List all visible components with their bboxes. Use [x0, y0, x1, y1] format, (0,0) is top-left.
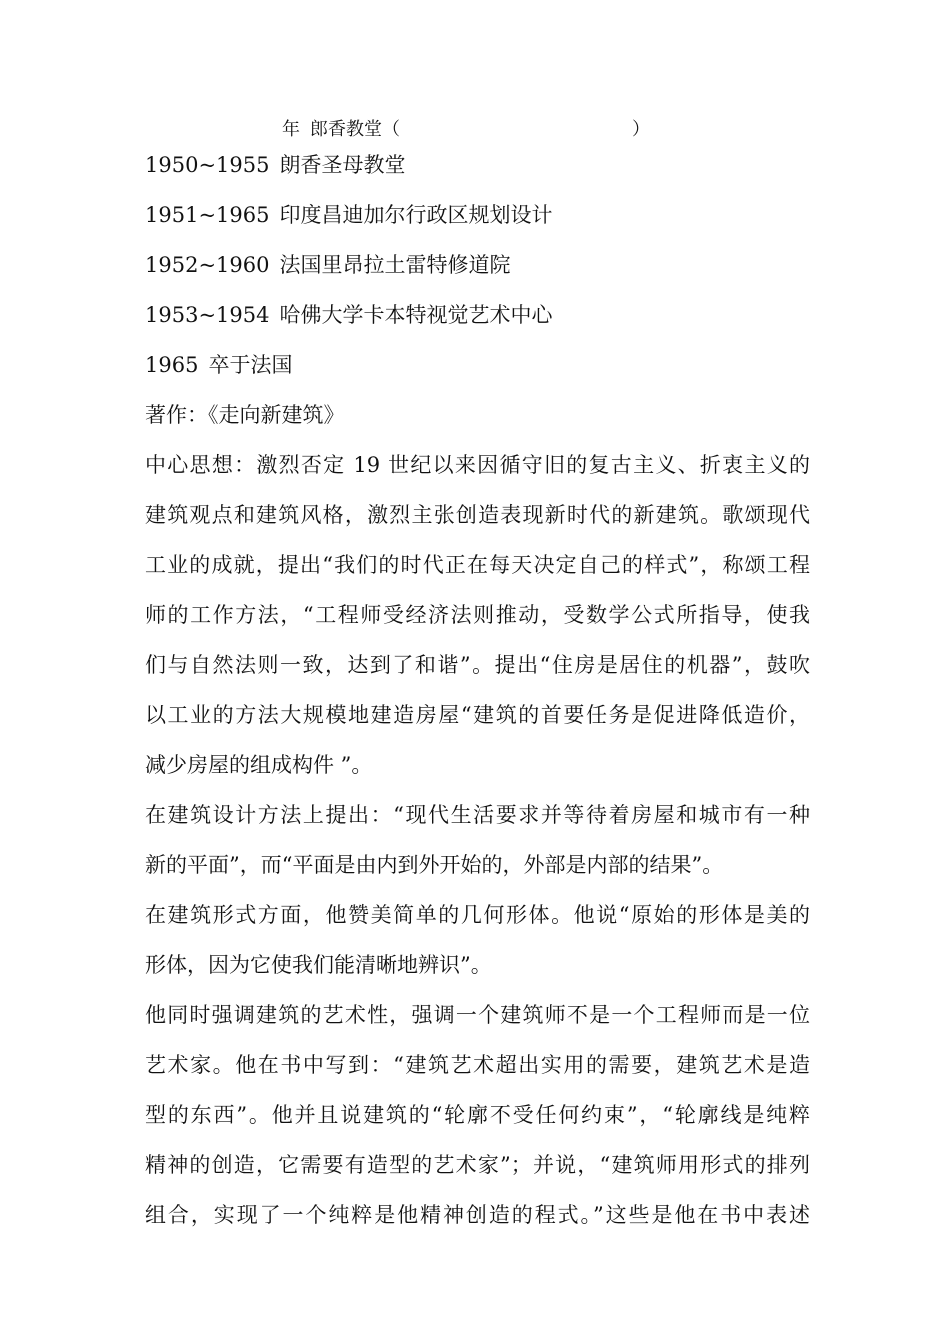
- document-body: [145, 140, 810, 1240]
- timeline-year: 1952~1960: [145, 253, 270, 277]
- timeline-year: 1950~1955: [145, 153, 270, 177]
- header-close-paren: ）: [632, 119, 650, 140]
- paragraph-line: 师的工作方法，“工程师受经济法则推动，受数学公式所指导，使我: [145, 603, 810, 627]
- paragraph-architectural-form: [145, 890, 810, 990]
- paragraph-line: 以工业的方法大规模地建造房屋“建筑的首要任务是促进降低造价，: [145, 703, 810, 727]
- timeline-item: [145, 190, 810, 240]
- header-line: [282, 118, 650, 142]
- paragraph-line: 型的东西”。他并且说建筑的“轮廓不受任何约束”，“轮廓线是纯粹: [145, 1103, 810, 1127]
- works-line: 著作：《走向新建筑》: [145, 403, 345, 427]
- timeline-event: 哈佛大学卡本特视觉艺术中心: [279, 303, 553, 327]
- paragraph-line: 他同时强调建筑的艺术性，强调一个建筑师不是一个工程师而是一位: [145, 1003, 810, 1027]
- header-year: 年: [282, 119, 300, 140]
- paragraph-design-method: [145, 790, 810, 890]
- timeline-item: [145, 240, 810, 290]
- paragraph-line: 工业的成就，提出“我们的时代正在每天决定自己的样式”，称颂工程: [145, 553, 810, 577]
- paragraph-line: 艺术家。他在书中写到：“建筑艺术超出实用的需要，建筑艺术是造: [145, 1053, 810, 1077]
- paragraph-line: 在建筑设计方法上提出：“现代生活要求并等待着房屋和城市有一种: [145, 803, 810, 827]
- paragraph-artistry: [145, 990, 810, 1240]
- timeline-event: 法国里昂拉土雷特修道院: [279, 253, 511, 277]
- timeline-year: 1965: [145, 353, 199, 377]
- paragraph-line: 组合，实现了一个纯粹是他精神创造的程式。”这些是他在书中表述: [145, 1203, 810, 1227]
- timeline-item: [145, 340, 810, 390]
- paragraph-line: 在建筑形式方面，他赞美简单的几何形体。他说“原始的形体是美的: [145, 903, 810, 927]
- timeline-event: 朗香圣母教堂: [279, 153, 406, 177]
- timeline-year: 1951~1965: [145, 203, 270, 227]
- header-title: 郎香教堂（: [310, 119, 400, 140]
- paragraph-line: 减少房屋的组成构件 ”。: [145, 753, 373, 777]
- paragraph-line: 形体，因为它使我们能清晰地辨识”。: [145, 953, 492, 977]
- timeline-item: [145, 290, 810, 340]
- timeline-year: 1953~1954: [145, 303, 270, 327]
- paragraph-line: 精神的创造，它需要有造型的艺术家”；并说，“建筑师用形式的排列: [145, 1153, 810, 1177]
- paragraph-central-idea: [145, 440, 810, 790]
- paragraph-line: 新的平面”，而“平面是由内到外开始的，外部是内部的结果”。: [145, 853, 724, 877]
- timeline-item: [145, 140, 810, 190]
- paragraph-line: 们与自然法则一致，达到了和谐”。提出“住房是居住的机器”，鼓吹: [145, 653, 810, 677]
- paragraph-line: 建筑观点和建筑风格，激烈主张创造表现新时代的新建筑。歌颂现代: [145, 503, 810, 527]
- timeline-event: 卒于法国: [208, 353, 293, 377]
- paragraph-line: 中心思想：激烈否定 19 世纪以来因循守旧的复古主义、折衷主义的: [145, 453, 810, 477]
- timeline-event: 印度昌迪加尔行政区规划设计: [279, 203, 553, 227]
